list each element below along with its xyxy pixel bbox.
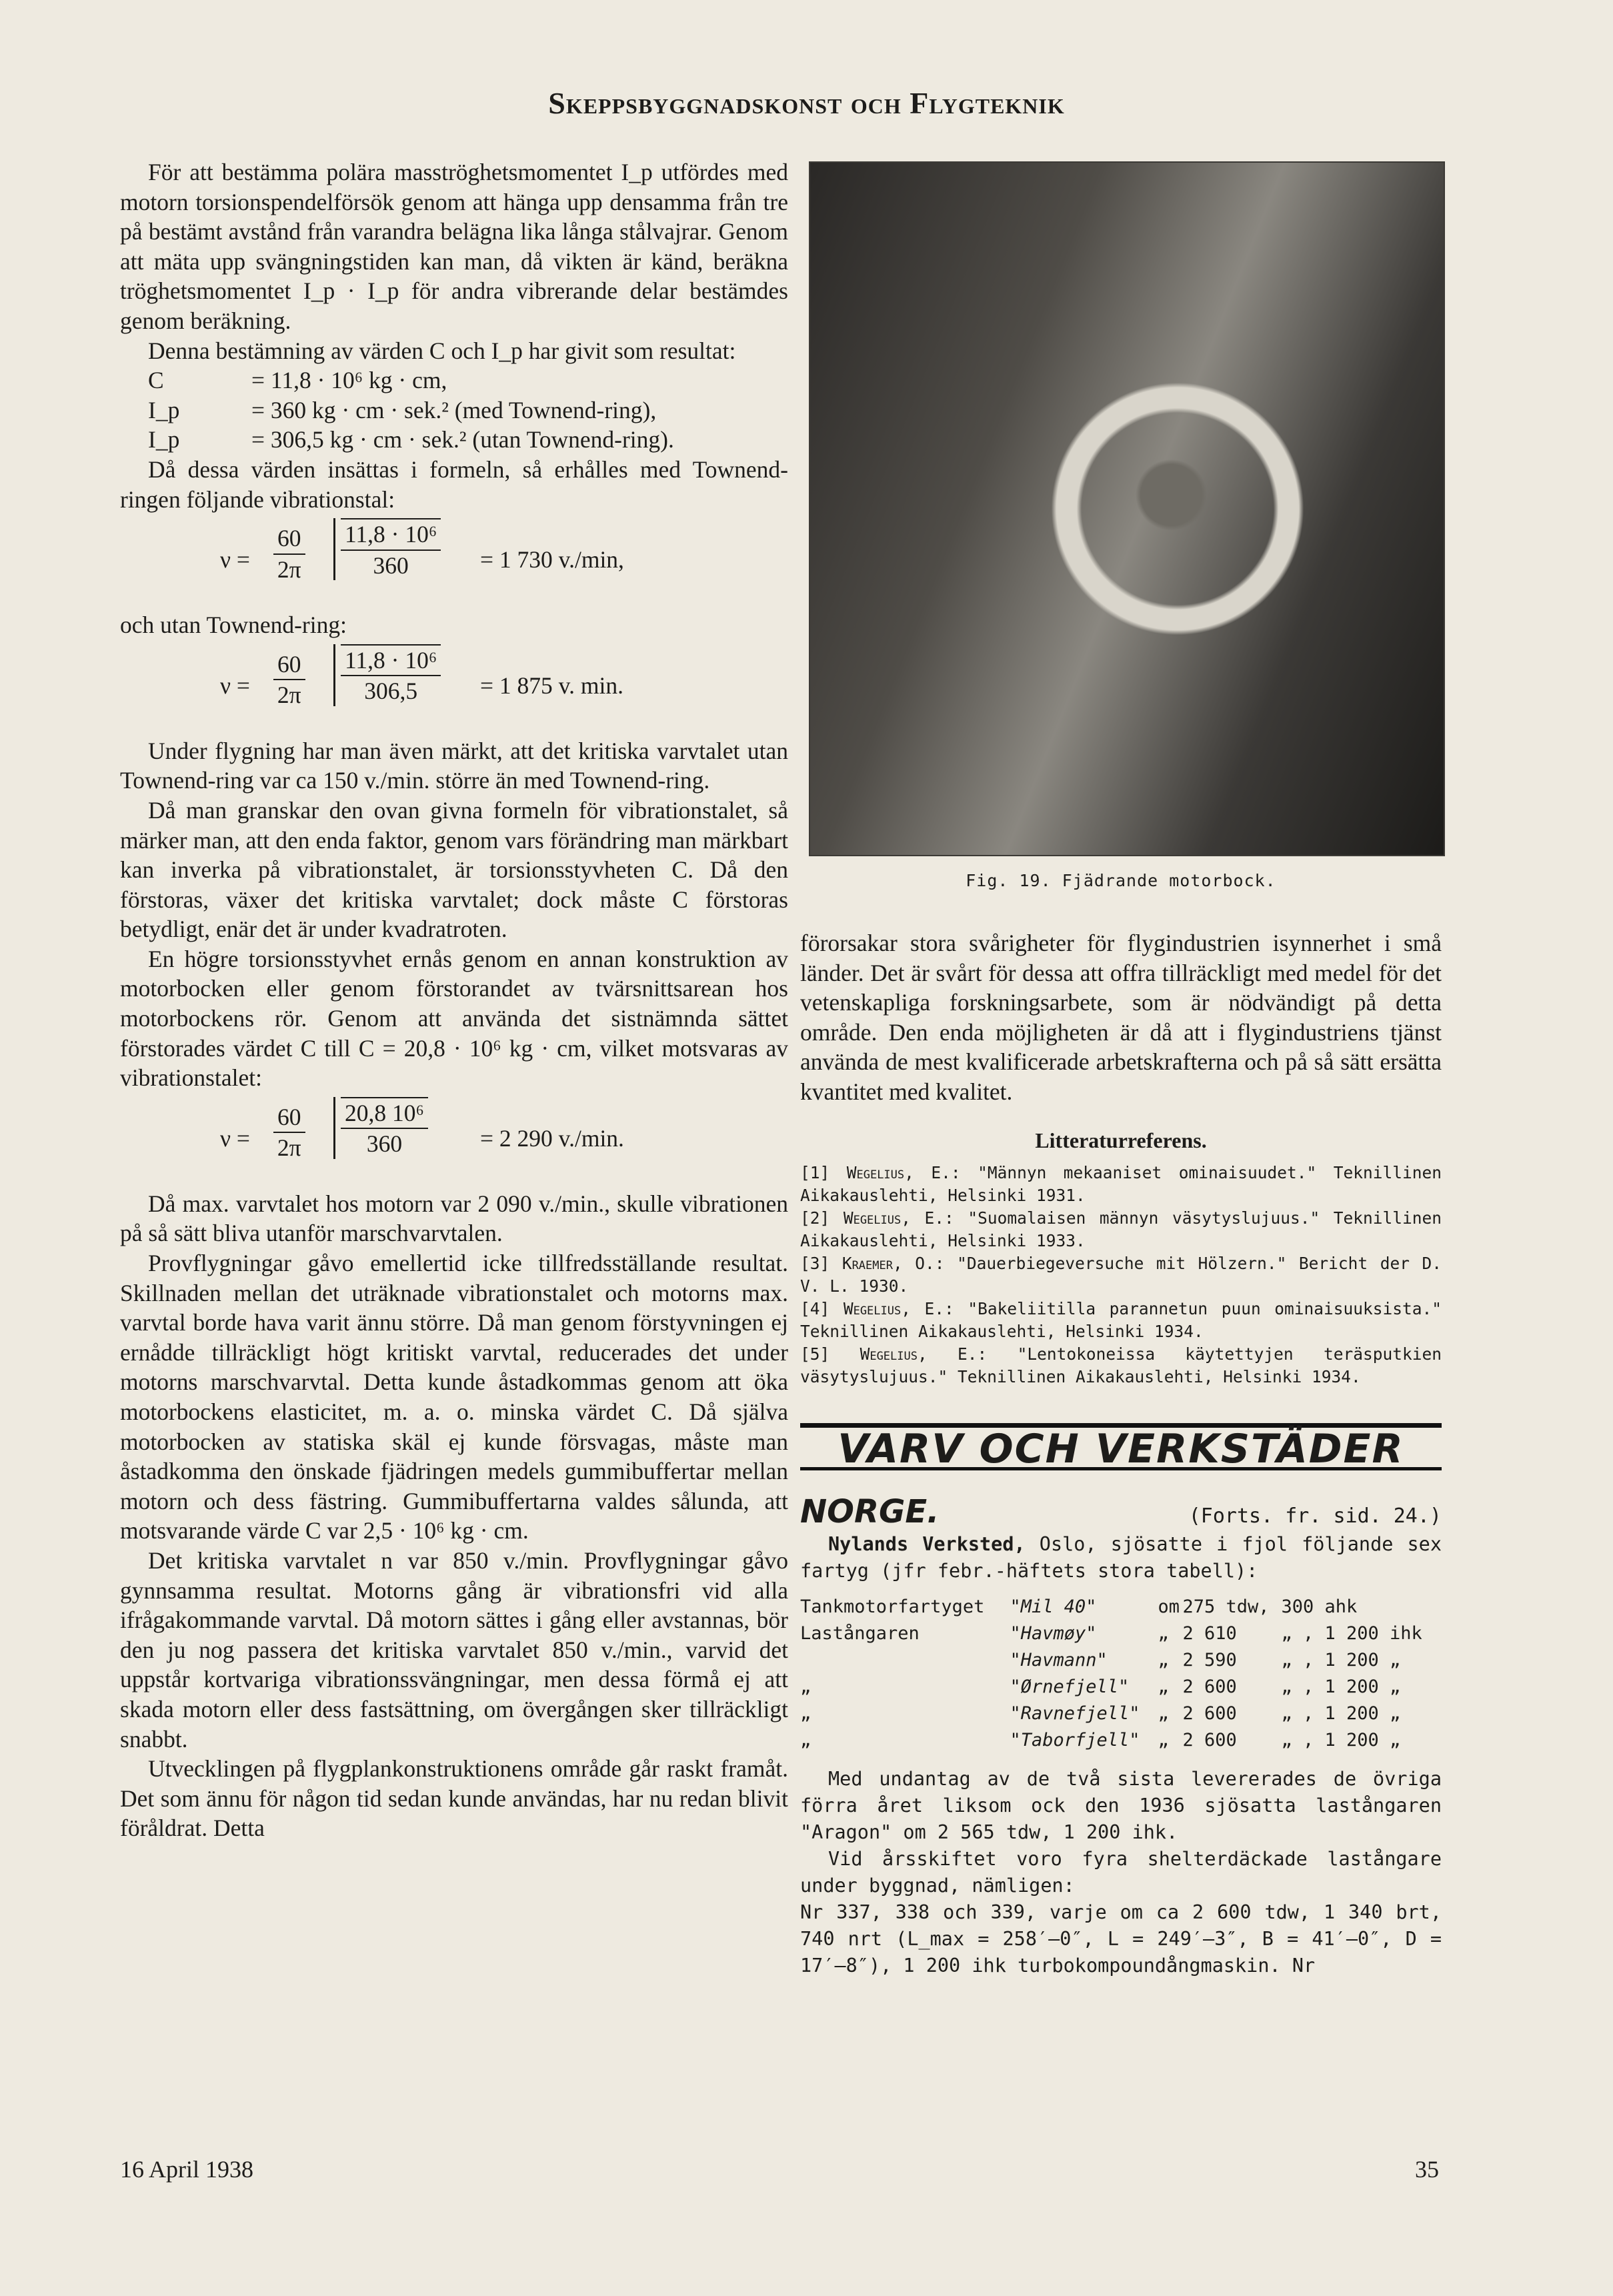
paragraph: Det kritiska varvtalet n var 850 v./min. Provflygningar gåvo gynnsamma resultat. Motorns gång är vibrationsfri vid alla ifrågakommande varvtal. Då motorn sättes i gång eller avstannas, bör den ju nog passera det kritiska varvtalet 850 v./min., varvid det uppstår kortvariga vibrationssvängningar, men dessa förmå ej att skada motorn eller dess fastsättning, om övergången sker tillräckligt snabbt. bbox=[120, 1546, 788, 1753]
value-rhs: = 11,8 · 10⁶ kg · cm, bbox=[251, 367, 447, 394]
paragraph: Vid årsskiftet voro fyra shelterdäckade lastångare under byggnad, nämligen: bbox=[800, 1848, 1442, 1897]
engine-mount-photo bbox=[809, 161, 1445, 856]
eq-sqrt: $\frac{\text{11,8 · 10⁶}}{360}$ bbox=[333, 518, 441, 580]
eq-sqrt: $\frac{\text{11,8 · 10⁶}}{306,5}$ bbox=[333, 644, 441, 706]
eq-rhs: = 2 290 v./min. bbox=[480, 1124, 624, 1152]
value-lhs: I_p bbox=[148, 426, 180, 453]
paragraph: Nylands Verksted, Oslo, sjösatte i fjol följande sex fartyg (jfr febr.-häftets stora tabell): bbox=[800, 1533, 1442, 1582]
table-row: Tankmotorfartyget "Mil 40" om 275 tdw, 300 ahk bbox=[800, 1596, 1358, 1618]
eq-rhs: = 1 730 v./min, bbox=[480, 546, 624, 573]
value-lhs: C bbox=[148, 367, 164, 394]
eq-lhs: ν = bbox=[220, 672, 250, 699]
paragraph: Med undantag av de två sista levererades de övriga förra året liksom ock den 1936 sjösatta lastångaren "Aragon" om 2 565 tdw, 1 200 ihk. bbox=[800, 1768, 1442, 1844]
paragraph: Under flygning har man även märkt, att det kritiska varvtalet utan Townend-ring var ca 150 v./min. större än med Townend-ring. bbox=[120, 737, 788, 794]
table-row: „ "Taborfjell" „ 2 600 „ , 1 200 „ bbox=[800, 1730, 1401, 1751]
value-rhs: = 360 kg · cm · sek.² (med Townend-ring), bbox=[251, 396, 657, 423]
ships-table bbox=[800, 1594, 1442, 1754]
paragraph: Nr 337, 338 och 339, varje om ca 2 600 tdw, 1 340 brt, 740 nrt (L_max = 258′—0″, L = 249′—3″, B = 41′—0″, D = 17′—8″), 1 200 ihk turbokompoundångmaskin. Nr bbox=[800, 1901, 1442, 1977]
continuation-note: (Forts. fr. sid. 24.) bbox=[1188, 1504, 1442, 1528]
eq-sqrt: $\frac{\text{20,8 10⁶}}{360}$ bbox=[333, 1097, 428, 1159]
paragraph: Provflygningar gåvo emellertid icke tillfredsställande resultat. Skillnaden mellan det uträknade vibrationstalet och motorns max. varvtal borde hava varit ännu större. Då man genom förstyvningen ej ernådde tillräckligt högt kritiskt varvtal, reducerades det under motorns marschvarvtal. Detta kunde åstadkommas genom att öka motorbockens elasticitet, m. a. o. minska värdet C. Då själva motorbocken av statiska skäl ej kunde försvagas, måste man åstadkomma den önskade fjädringen medels gummibuffertar mellan motorn och dess fästring. Gummibuffertarna valdes sålunda, att motsvarande värde C var 2,5 · 10⁶ kg · cm. bbox=[120, 1250, 788, 1544]
value-line bbox=[120, 365, 788, 395]
eq-lhs: ν = bbox=[220, 1124, 250, 1152]
reference-item: [1] Wegelius, E.: "Männyn mekaaniset ominaisuudet." Teknillinen Aikakauslehti, Helsinki 1931. bbox=[800, 1163, 1442, 1206]
value-line bbox=[120, 395, 788, 425]
right-column bbox=[800, 928, 1442, 1979]
paragraph: Då dessa värden insättas i formeln, så erhålles med Townend-ringen följande vibrationstal: bbox=[120, 455, 788, 513]
eq-lhs: ν = bbox=[220, 546, 250, 573]
figure-caption: Fig. 19. Fjädrande motorbock. bbox=[966, 871, 1276, 890]
page-number: 35 bbox=[1415, 2156, 1439, 2183]
equation-1 bbox=[120, 517, 788, 604]
table-row: Lastångaren "Havmøy" „ 2 610 „ , 1 200 ihk bbox=[800, 1623, 1422, 1644]
equation-3 bbox=[120, 1096, 788, 1182]
eq-rhs: = 1 875 v. min. bbox=[480, 672, 623, 699]
reference-item: [3] Kraemer, O.: "Dauerbiegeversuche mit Hölzern." Bericht der D. V. L. 1930. bbox=[800, 1254, 1442, 1296]
paragraph: Denna bestämning av värden C och I_p har givit som resultat: bbox=[148, 337, 736, 364]
country-heading: NORGE. bbox=[800, 1492, 940, 1530]
value-lhs: I_p bbox=[148, 396, 180, 423]
reference-item: [5] Wegelius, E.: "Lentokoneissa käytettyjen teräsputkien väsytyslujuus." Teknillinen Aikakauslehti, Helsinki 1934. bbox=[800, 1344, 1442, 1387]
paragraph: förorsakar stora svårigheter för flygindustrien isynnerhet i små länder. Det är svårt för dessa att offra tillräckligt med medel för det vetenskapliga forskningsarbete, som är nödvändigt på detta område. Den enda möjligheten är då att i flygindustriens tjänst använda de mest kvalificerade arbetskrafterna och på så sätt ersätta kvantitet med kvalitet. bbox=[800, 930, 1442, 1105]
footer-date: 16 April 1938 bbox=[120, 2156, 254, 2183]
eq-fraction-1: $\frac{60}{2\pi}$ bbox=[273, 1102, 305, 1163]
references-title: Litteraturreferens. bbox=[1035, 1128, 1207, 1152]
eq-fraction-1: $\frac{60}{2\pi}$ bbox=[273, 523, 305, 584]
reference-item: [2] Wegelius, E.: "Suomalaisen männyn väsytyslujuus." Teknillinen Aikakauslehti, Helsinki 1933. bbox=[800, 1208, 1442, 1251]
paragraph: Då man granskar den ovan givna formeln för vibrationstalet, så märker man, att den enda faktor, genom vars förändring man märkbart kan inverka på vibrationstalet, är torsionsstyvheten C. Då den förstoras, växer det kritiska varvtalet; dock måste C förstoras betydligt, enär det är under kvadratroten. bbox=[120, 796, 788, 943]
country-line bbox=[800, 1492, 1442, 1532]
section-heading: VARV OCH VERKSTÄDER bbox=[800, 1423, 1442, 1470]
value-line bbox=[120, 425, 788, 455]
paragraph: En högre torsionsstyvhet ernås genom en annan konstruktion av motorbocken eller genom förstorandet av tvärsnittsarean hos motorbockens rör. Genom att använda det sistnämnda sättet förstorades värdet C till C = 20,8 · 10⁶ kg · cm, vilket motsvaras av vibrationstalet: bbox=[120, 945, 788, 1092]
left-column bbox=[120, 157, 788, 1843]
table-row: "Havmann" „ 2 590 „ , 1 200 „ bbox=[1010, 1650, 1401, 1671]
paragraph: Då max. varvtalet hos motorn var 2 090 v./min., skulle vibrationen på så sätt bliva utanför marschvarvtalen. bbox=[120, 1190, 788, 1247]
paragraph: Utvecklingen på flygplankonstruktionens område går raskt framåt. Det som ännu för någon tid sedan kunde användas, har nu redan blivit föråldrat. Detta bbox=[120, 1755, 788, 1842]
eq-fraction-1: $\frac{60}{2\pi}$ bbox=[273, 650, 305, 710]
reference-item: [4] Wegelius, E.: "Bakeliitilla parannetun puun ominaisuuksista." Teknillinen Aikakauslehti, Helsinki 1934. bbox=[800, 1299, 1442, 1342]
value-rhs: = 306,5 kg · cm · sek.² (utan Townend-ring). bbox=[251, 426, 674, 453]
paragraph: och utan Townend-ring: bbox=[120, 612, 347, 639]
equation-2 bbox=[120, 643, 788, 730]
running-header: Skeppsbyggnadskonst och Flygteknik bbox=[548, 86, 1065, 120]
paragraph: För att bestämma polära masströghetsmomentet I_p utfördes med motorn torsionspendelförsök genom att hänga upp densamma från tre på bestämt avstånd från varandra belägna lika långa stålvajrar. Genom att mäta upp svängningstiden kan man, då vikten är känd, beräkna tröghetsmomentet I_p · I_p för andra vibrerande delar bestämdes genom beräkning. bbox=[120, 159, 788, 334]
table-row: „ "Ørnefjell" „ 2 600 „ , 1 200 „ bbox=[800, 1676, 1401, 1698]
table-row: „ "Ravnefjell" „ 2 600 „ , 1 200 „ bbox=[800, 1703, 1401, 1725]
